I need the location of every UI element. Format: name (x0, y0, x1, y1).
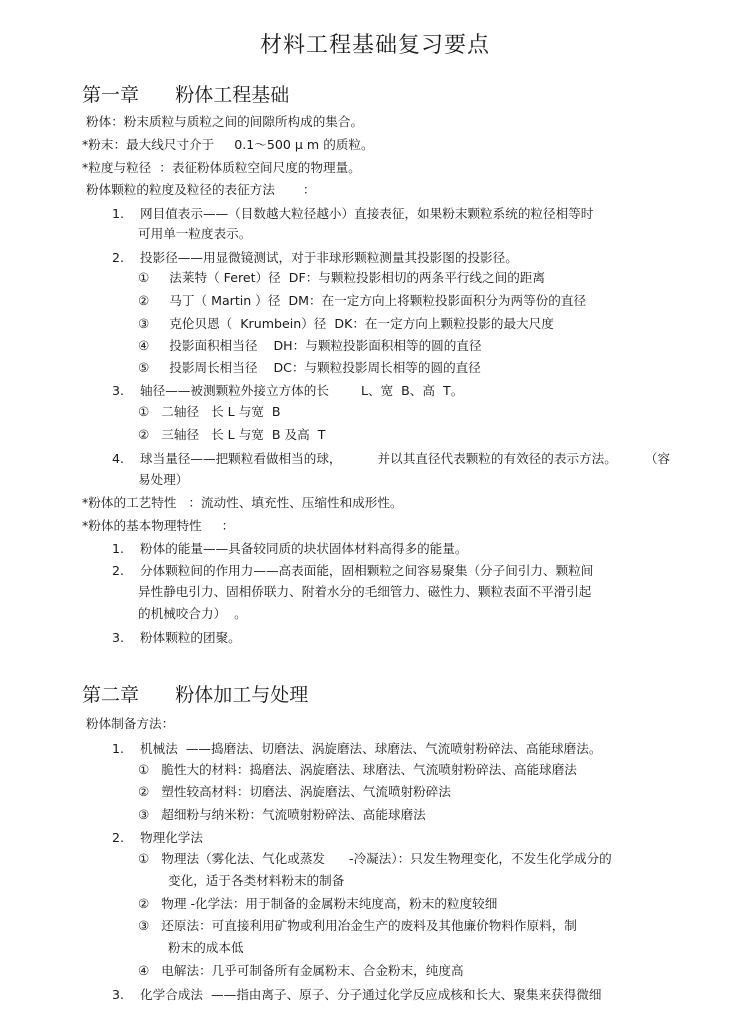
list-item: 2. 投影径——用显微镜测试，对于非球形颗粒测量其投影图的投影径。 (112, 250, 518, 265)
sub-list-item-continuation: 粉末的成本低 (168, 940, 244, 955)
sub-list-item: ② 塑性较高材料：切磨法、涡旋磨法、气流喷射粉碎法 (138, 784, 451, 799)
sub-list-item: ① 物理法（雾化法、气化或蒸发 -冷凝法）：只发生物理变化，不发生化学成分的 (138, 851, 612, 866)
list-item: 2. 分体颗粒间的作用力——高表面能，固相颗粒之间容易聚集（分子间引力、颗粒间 (112, 563, 594, 578)
sub-list-item: ① 二轴径 长 L 与宽 B (138, 404, 281, 419)
sub-list-item: ① 法莱特（ Feret）径 DF：与颗粒投影相切的两条平行线之间的距离 (138, 270, 545, 285)
sub-list-item: ① 脆性大的材料：捣磨法、涡旋磨法、球磨法、气流喷射粉碎法、高能球磨法 (138, 762, 577, 777)
sub-list-item: ③ 超细粉与纳米粉：气流喷射粉碎法、高能球磨法 (138, 807, 426, 822)
list-item: 3. 化学合成法 ——指由离子、原子、分子通过化学反应成核和长大、聚集来获得微细 (112, 987, 602, 1002)
sub-list-item: ④ 电解法：几乎可制备所有金属粉末、合金粉末，纯度高 (138, 963, 464, 978)
sub-list-item: ⑤ 投影周长相当径 DC：与颗粒投影周长相等的圆的直径 (138, 360, 481, 375)
sub-list-item: ③ 还原法：可直接利用矿物或利用冶金生产的废料及其他廉价物料作原料，制 (138, 918, 577, 933)
list-item: 2. 物理化学法 (112, 830, 203, 845)
chapter-1-heading: 第一章 粉体工程基础 (82, 84, 290, 106)
list-item: 3. 轴径——被测颗粒外接立方体的长 L、宽 B、高 T。 (112, 383, 464, 398)
sub-list-item: ③ 克伦贝恩（ Krumbein）径 DK：在一定方向上颗粒投影的最大尺度 (138, 316, 554, 331)
list-item: 4. 球当量径——把颗粒看做相当的球， 并以其直径代表颗粒的有效径的表示方法。 （容 (112, 451, 671, 466)
sub-list-item: ② 物理 -化学法：用于制备的金属粉末纯度高，粉末的粒度较细 (138, 896, 498, 911)
text-line: *粉体的工艺特性 ：流动性、填充性、压缩性和成形性。 (82, 495, 403, 510)
list-item: 1. 粉体的能量——具备较同质的块状固体材料高得多的能量。 (112, 541, 468, 556)
text-line: 粉体：粉末质粒与质粒之间的间隙所构成的集合。 (82, 114, 364, 129)
text-line: 粉体制备方法： (82, 716, 175, 731)
sub-list-item: ② 马丁（ Martin ）径 DM：在一定方向上将颗粒投影面积分为两等份的直径 (138, 293, 587, 308)
chapter-2-heading: 第二章 粉体加工与处理 (82, 684, 309, 706)
text-line: *粒度与粒径 ：表征粉体质粒空间尺度的物理量。 (82, 160, 361, 175)
list-item-continuation: 易处理） (138, 472, 189, 487)
document-title: 材料工程基础复习要点 (259, 33, 490, 58)
list-item-continuation: 可用单一粒度表示。 (138, 226, 252, 241)
sub-list-item: ② 三轴径 长 L 与宽 B 及高 T (138, 427, 326, 442)
text-line: *粉末：最大线尺寸介于 0.1～500 μ m 的质粒。 (82, 137, 374, 152)
text-line: 粉体颗粒的粒度及粒径的表征方法 ： (82, 182, 316, 197)
text-line: *粉体的基本物理特性 ： (82, 518, 235, 533)
list-item: 3. 粉体颗粒的团聚。 (112, 630, 241, 645)
list-item-continuation: 异性静电引力、固相侨联力、附着水分的毛细管力、磁性力、颗粒表面不平滑引起 (138, 584, 592, 599)
list-item-continuation: 的机械咬合力） 。 (138, 606, 247, 621)
list-item: 1. 网目值表示——（目数越大粒径越小）直接表征，如果粉末颗粒系统的粒径相等时 (112, 206, 594, 221)
list-item: 1. 机械法 ——捣磨法、切磨法、涡旋磨法、球磨法、气流喷射粉碎法、高能球磨法。 (112, 741, 602, 756)
sub-list-item-continuation: 变化，适于各类材料粉末的制备 (168, 873, 345, 888)
sub-list-item: ④ 投影面积相当径 DH：与颗粒投影面积相等的圆的直径 (138, 338, 482, 353)
